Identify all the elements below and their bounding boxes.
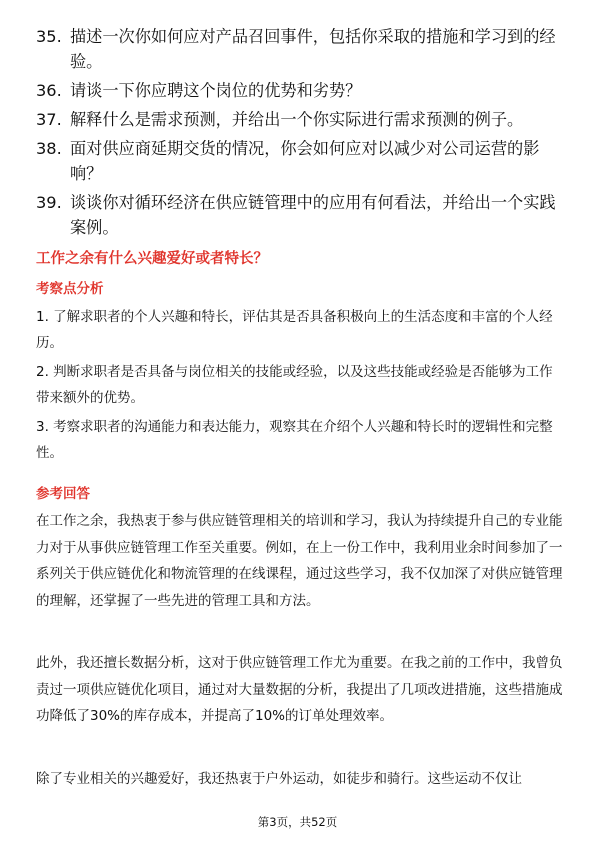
page-footer: 第3页，共52页: [257, 815, 338, 829]
answer-body: [36, 508, 564, 828]
answer-paragraph: 此外，我还擅长数据分析，这对于供应链管理工作尤为重要。在我之前的工作中，我曾负责过一项供应链优化项目，通过对大量数据的分析，我提出了几项改进措施，这些措施成功降低了30%的库存成本，并提高了10%的订单处理效率。: [36, 655, 563, 724]
question-text: 描述一次你如何应对产品召回事件，包括你采取的措施和学习到的经验。: [70, 27, 556, 71]
question-text: 解释什么是需求预测，并给出一个你实际进行需求预测的例子。: [70, 110, 524, 129]
question-number: 37.: [36, 110, 62, 129]
question-number: 38.: [36, 139, 62, 158]
question-number: 39.: [36, 193, 62, 212]
analysis-item: 2. 判断求职者是否具备与岗位相关的技能或经验，以及这些技能或经验是否能够为工作带来额外的优势。: [36, 364, 553, 406]
question-number: 36.: [36, 81, 62, 100]
question-list: [36, 24, 566, 244]
question-text: 谈谈你对循环经济在供应链管理中的应用有何看法，并给出一个实践案例。: [70, 193, 556, 237]
analysis-item: 1. 了解求职者的个人兴趣和特长，评估其是否具备积极向上的生活态度和丰富的个人经历。: [36, 309, 553, 351]
question-item: [36, 190, 566, 240]
answer-heading: 参考回答: [36, 486, 90, 502]
analysis-list: [36, 304, 564, 469]
question-item: [36, 78, 566, 103]
question-text: 请谈一下你应聘这个岗位的优势和劣势？: [70, 81, 362, 100]
question-text: 面对供应商延期交货的情况，你会如何应对以减少对公司运营的影响？: [70, 139, 540, 183]
answer-paragraph: 在工作之余，我热衷于参与供应链管理相关的培训和学习，我认为持续提升自己的专业能力对于从事供应链管理工作至关重要。例如，在上一份工作中，我利用业余时间参加了一系列关于供应链优化和物流管理的在线课程，通过这些学习，我不仅加深了对供应链管理的理解，还掌握了一些先进的管理工具和方法。: [36, 513, 563, 609]
question-item: [36, 107, 566, 132]
answer-paragraph: 除了专业相关的兴趣爱好，我还热衷于户外运动，如徒步和骑行。这些运动不仅让: [36, 770, 522, 787]
question-item: [36, 136, 566, 186]
question-number: 35.: [36, 27, 62, 46]
section-title: 工作之余有什么兴趣爱好或者特长？: [36, 251, 268, 267]
question-item: [36, 24, 566, 74]
analysis-item: 3. 考察求职者的沟通能力和表达能力，观察其在介绍个人兴趣和特长时的逻辑性和完整性。: [36, 419, 553, 461]
analysis-heading: 考察点分析: [36, 281, 104, 297]
